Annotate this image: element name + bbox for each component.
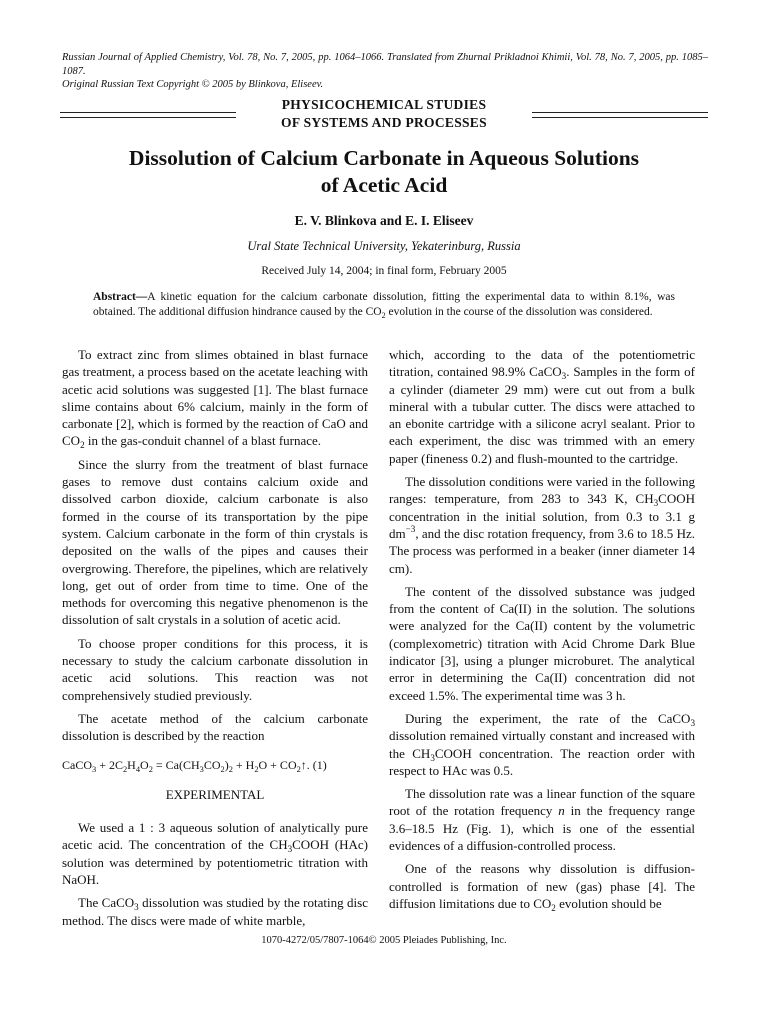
footer-copyright: 1070-4272/05/7807-1064© 2005 Pleiades Publishing, Inc.	[261, 935, 507, 946]
abstract-text-end: evolution in the course of the dissolution was considered.	[385, 305, 653, 318]
eq-part: H	[127, 757, 136, 772]
subscript: 2	[551, 902, 556, 913]
paragraph: The acetate method of the calcium carbonate dissolution is described by the reaction	[62, 710, 368, 744]
eq-sub: 2	[296, 764, 301, 774]
section-heading-experimental: EXPERIMENTAL	[165, 786, 265, 802]
reaction-equation	[62, 757, 368, 774]
eq-arrow: ↑.	[300, 757, 310, 772]
paragraph: The content of the dissolved substance was judged from the content of Ca(II) in the solution. The solutions were analyzed for the Ca(II) content by the volumetric (complexometric) titration with Acid Chrome Dark Blue indicator [3], using a plunger microburet. The analytical error in determining the Ca(II) concentration did not exceed 1.5%. The experimental time was 3 h.	[389, 583, 695, 703]
eq-sub: 3	[199, 764, 204, 774]
title-line2: of Acetic Acid	[320, 173, 448, 197]
section-title-line1: PHYSICOCHEMICAL STUDIES	[281, 97, 487, 112]
eq-sub: 3	[92, 764, 97, 774]
received-date: Received July 14, 2004; in final form, February 2005	[261, 265, 507, 277]
eq-sub: 2	[254, 764, 259, 774]
section-rule-left	[60, 112, 236, 118]
text: dissolution remained virtually constant and increased with the CH	[389, 728, 695, 761]
text: dissolution was studied by the rotating disc method. The discs were made of white marble,	[62, 895, 368, 928]
affiliation: Ural State Technical University, Yekaterinburg, Russia	[247, 239, 521, 253]
eq-part: CaCO	[62, 757, 92, 772]
text: which, according to the data of the potentiometric titration, contained 98.9% CaCO	[389, 347, 695, 380]
left-column	[62, 346, 368, 935]
subscript: 3	[430, 752, 435, 763]
paper-title	[62, 145, 706, 199]
paragraph	[62, 894, 368, 929]
equation-number: (1)	[309, 757, 327, 772]
eq-sub: 2	[228, 764, 233, 774]
eq-part: + H	[232, 757, 255, 772]
subscript: 3	[134, 902, 139, 913]
text: To extract zinc from slimes obtained in blast furnace gas treatment, a process based on the acetate leaching with acetic acid solutions was suggested [1]. The blast furnace slime contains about 6% calcium, mainly in the form of carbonate [2], which is formed by the reaction of CaO and CO	[62, 347, 368, 449]
text: , and the disc rotation frequency, from 3.6 to 18.5 Hz. The process was performed in a beaker (inner diameter 14 cm).	[389, 525, 695, 576]
paragraph: Since the slurry from the treatment of blast furnace gases to remove dust contains calcium oxide and dissolved carbon dioxide, calcium carbonate is also formed in the course of its transportation by the pipe system. Calcium carbonate in the form of thin crystals is deposited on the walls of the pipes and causes their overgrowing. Therefore, the pipelines, which are relatively long, get out of order from time to time. One of the methods for overcoming this negative phenomenon is the dissolution of salt crystals in a solution of acetic acid.	[62, 456, 368, 628]
paragraph	[62, 346, 368, 450]
right-column	[389, 346, 695, 918]
text: in the gas-conduit channel of a blast furnace.	[84, 433, 322, 449]
text: One of the reasons why dissolution is diffusion-controlled is formation of new (gas) phase [4]. The diffusion limitations due to CO	[389, 861, 695, 911]
eq-part: )	[224, 757, 229, 772]
text: The CaCO	[78, 895, 135, 911]
subscript: 3	[690, 717, 695, 728]
paragraph: To choose proper conditions for this process, it is necessary to study the calcium carbonate dissolution in acetic acid solutions. This reaction was not comprehensively studied previously.	[62, 635, 368, 703]
paragraph	[389, 346, 695, 467]
abstract-subscript: 2	[381, 310, 386, 320]
paragraph	[389, 710, 695, 779]
section-title-line2: OF SYSTEMS AND PROCESSES	[281, 115, 487, 130]
abstract	[93, 290, 675, 319]
paragraph	[389, 473, 695, 577]
journal-info	[62, 51, 708, 92]
subscript: 3	[561, 371, 567, 382]
paragraph	[389, 785, 695, 854]
section-rule-right	[532, 112, 708, 118]
subscript: 3	[653, 498, 659, 509]
text: COOH concentration. The reaction order with respect to HAc was 0.5.	[389, 745, 695, 778]
subscript: 2	[80, 440, 85, 451]
section-title	[250, 96, 518, 132]
eq-part: + 2C	[96, 757, 123, 772]
abstract-dash: —	[135, 291, 148, 303]
eq-sub: 2	[148, 764, 153, 774]
text: evolution should be	[555, 895, 662, 911]
title-line1: Dissolution of Calcium Carbonate in Aqueous Solutions	[128, 146, 640, 170]
text: COOH (HAc) solution was determined by potentiometric titration with NaOH.	[62, 837, 368, 888]
text: . Samples in the form of a cylinder (diameter 29 mm) were cut out from a bulk mineral with a tubular cutter. The discs were attached to an ebonite cartridge with a silicone acryl sealant. Prior to each experiment, the disc was trimmed with an emery paper (fineness 0.2) and flush-mounted to the cartridge.	[389, 364, 695, 466]
authors: E. V. Blinkova and E. I. Eliseev	[294, 213, 474, 228]
eq-part: O + CO	[258, 757, 297, 772]
text: During the experiment, the rate of the CaCO	[405, 710, 691, 726]
copyright-line: Original Russian Text Copyright © 2005 by Blinkova, Eliseev.	[62, 79, 324, 90]
superscript: −3	[405, 523, 416, 534]
text: The dissolution conditions were varied in the following ranges: temperature, from 283 to 343 K, CH	[389, 474, 695, 507]
eq-part: CO	[203, 757, 221, 772]
eq-part: O	[140, 757, 149, 772]
abstract-label: Abstract	[93, 291, 136, 303]
text: The dissolution rate was a linear function of the square root of the rotation frequency	[389, 786, 695, 819]
section-header	[60, 96, 708, 132]
text: We used a 1 : 3 aqueous solution of analytically pure acetic acid. The concentration of the CH	[62, 820, 368, 853]
eq-sub: 4	[135, 764, 141, 774]
abstract-text: A kinetic equation for the calcium carbonate dissolution, fitting the experimental data to within 8.1%, was obtained. The additional diffusion hindrance caused by the CO	[93, 291, 675, 318]
paragraph	[389, 860, 695, 912]
subscript: 3	[287, 844, 293, 855]
text: in the frequency range 3.6–18.5 Hz (Fig. 1), which is one of the essential evidences of a diffusion-controlled process.	[389, 803, 695, 854]
journal-citation: Russian Journal of Applied Chemistry, Vol. 78, No. 7, 2005, pp. 1064–1066. Translated from Zhurnal Prikladnoi Khimii, Vol. 78, No. 7, 2005, pp. 1085–1087.	[62, 52, 708, 77]
text: COOH concentration in the initial solution, from 0.3 to 3.1 g dm	[389, 491, 695, 541]
eq-sub: 2	[220, 764, 225, 774]
eq-sub: 2	[122, 764, 128, 774]
variable-n: n	[558, 803, 565, 819]
paragraph	[62, 819, 368, 888]
eq-part: = Ca(CH	[152, 757, 200, 772]
